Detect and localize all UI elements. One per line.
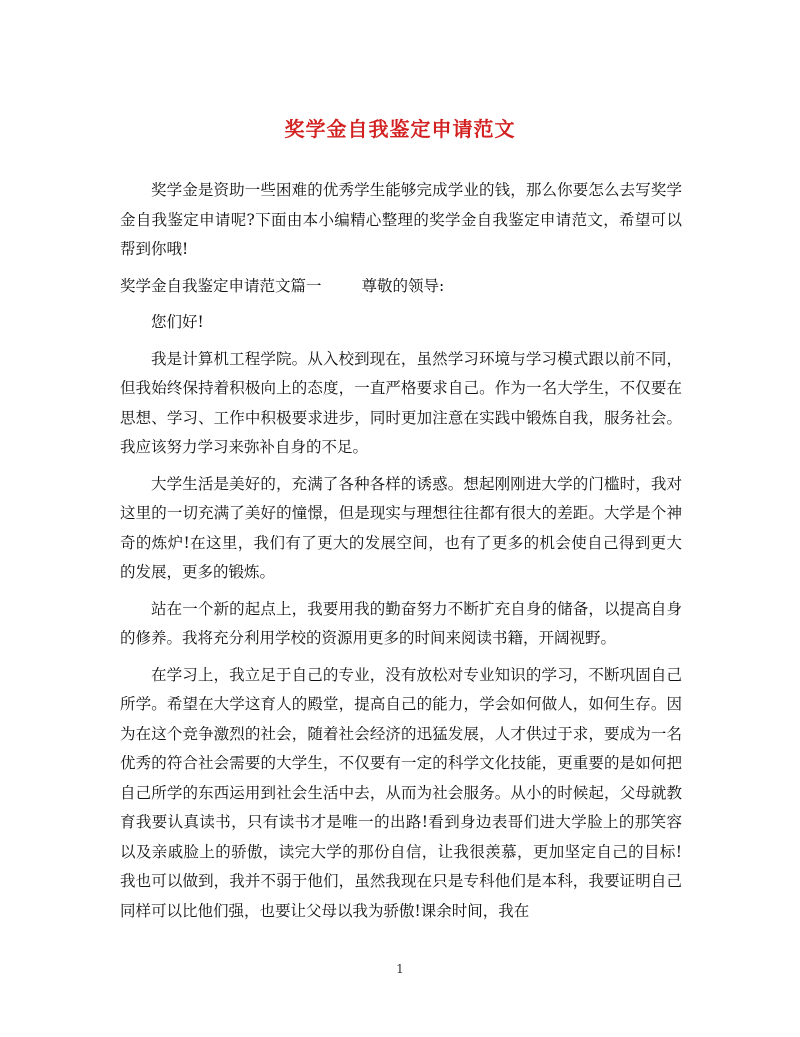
document-title: 奖学金自我鉴定申请范文 — [284, 117, 516, 141]
body-paragraph-4: 在学习上，我立足于自己的专业，没有放松对专业知识的学习，不断巩固自己所学。希望在大学这育人的殿堂，提高自己的能力，学会如何做人，如何生存。因为在这个竞争激烈的社会，随着社会经济的迅猛发展，人才供过于求，要成为一名优秀的符合社会需要的大学生，不仅要有一定的科学文化技能，更重要的是如何把自己所学的东西运用到社会生活中去，从而为社会服务。从小的时候起，父母就教育我要认真读书，只有读书才是唯一的出路!看到身边表哥们进大学脸上的那笑容以及亲戚脸上的骄傲，读完大学的那份自信，让我很羡慕，更加坚定自己的目标!我也可以做到，我并不弱于他们，虽然我现在只是专科他们是本科，我要证明自己同样可以比他们强，也要让父母以我为骄傲!课余时间，我在 — [120, 665, 682, 920]
page-number: 1 — [396, 962, 404, 976]
section-heading-line — [120, 272, 682, 302]
salutation: 尊敬的领导: — [361, 276, 445, 295]
section-heading: 奖学金自我鉴定申请范文篇一 — [120, 276, 322, 295]
intro-paragraph: 奖学金是资助一些困难的优秀学生能够完成学业的钱，那么你要怎么去写奖学金自我鉴定申请呢?下面由本小编精心整理的奖学金自我鉴定申请范文，希望可以帮到你哦! — [120, 181, 682, 258]
body-paragraph-1: 我是计算机工程学院。从入校到现在，虽然学习环境与学习模式跟以前不同，但我始终保持着积极向上的态度，一直严格要求自己。作为一名大学生，不仅要在思想、学习、工作中积极要求进步，同时更加注意在实践中锻炼自我，服务社会。我应该努力学习来弥补自身的不足。 — [120, 349, 682, 456]
body-paragraph-3: 站在一个新的起点上，我要用我的勤奋努力不断扩充自身的储备，以提高自身的修养。我将充分利用学校的资源用更多的时间来阅读书籍，开阔视野。 — [120, 599, 682, 647]
document-body — [120, 176, 682, 933]
greeting: 您们好! — [151, 313, 204, 331]
body-paragraph-2: 大学生活是美好的，充满了各种各样的诱惑。想起刚刚进大学的门槛时，我对这里的一切充满了美好的憧憬，但是现实与理想往往都有很大的差距。大学是个神奇的炼炉!在这里，我们有了更大的发展空间，也有了更多的机会使自己得到更大的发展，更多的锻炼。 — [120, 474, 682, 581]
